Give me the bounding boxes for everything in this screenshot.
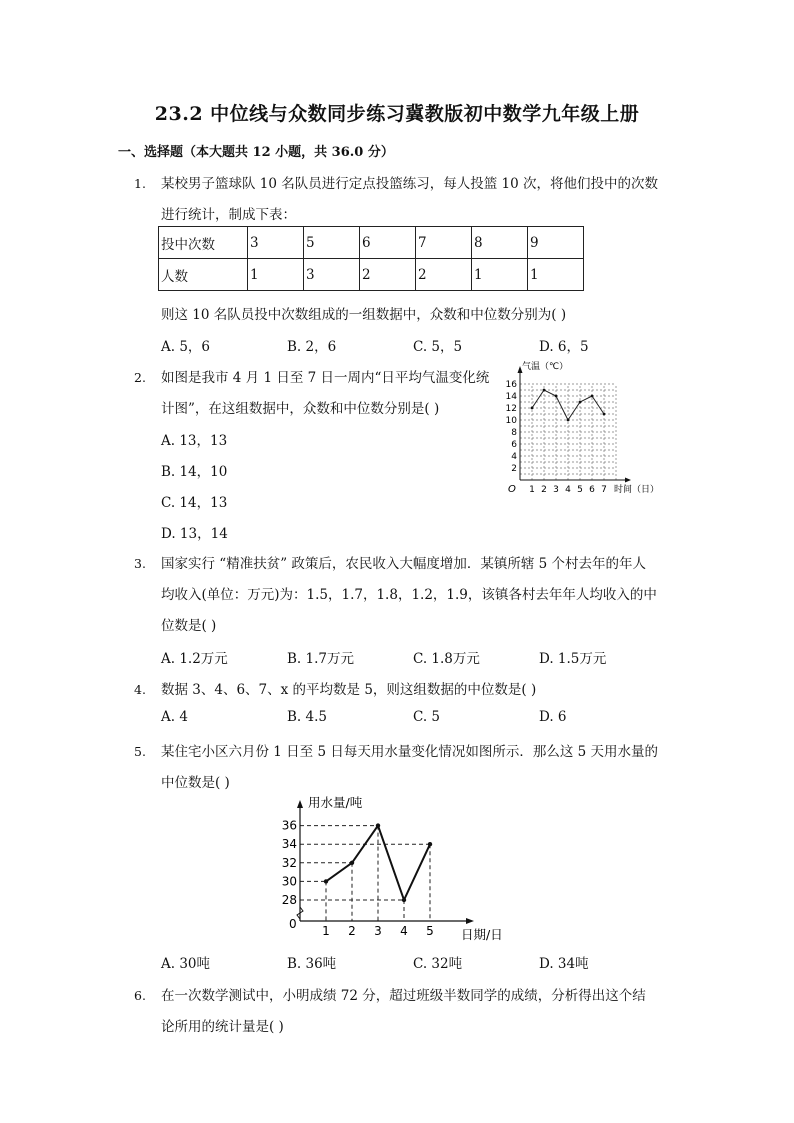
data-point — [591, 395, 594, 398]
y-tick-label: 10 — [505, 416, 517, 426]
x-axis-arrow — [466, 918, 474, 924]
x-axis-label: 时间（日） — [614, 485, 660, 495]
table-cell: 9 — [528, 227, 584, 259]
option-b[interactable]: B. 36吨 — [287, 956, 337, 972]
table-row — [159, 259, 584, 291]
question-text: 则这 10 名队员投中次数组成的一组数据中，众数和中位数分别为( ) — [161, 307, 567, 323]
question-text: 中位数是( ) — [161, 775, 230, 791]
x-tick-label: 3 — [374, 924, 382, 938]
question-number: 6. — [134, 988, 146, 1003]
question-number: 3. — [134, 556, 146, 571]
question-text: 位数是( ) — [161, 618, 217, 634]
y-tick-label: 6 — [511, 440, 517, 450]
data-point — [428, 842, 432, 846]
data-point — [579, 401, 582, 404]
y-tick-label: 30 — [281, 874, 297, 889]
y-axis-arrow — [297, 800, 303, 808]
x-tick-label: 7 — [601, 485, 607, 495]
x-tick-label: 5 — [577, 485, 583, 495]
option-b[interactable]: B. 1.7万元 — [287, 651, 354, 667]
y-tick-label: 16 — [505, 380, 517, 390]
option-b[interactable]: B. 4.5 — [287, 709, 327, 725]
option-c[interactable]: C. 32吨 — [413, 956, 463, 972]
y-tick-label: 36 — [281, 818, 297, 833]
x-tick-label: 5 — [426, 924, 434, 938]
question-number: 5. — [134, 744, 146, 759]
question-text: 论所用的统计量是( ) — [161, 1019, 284, 1035]
question-text: 计图”，在这组数据中，众数和中位数分别是( ) — [161, 401, 440, 417]
question-text: 在一次数学测试中，小明成绩 72 分，超过班级半数同学的成绩，分析得出这个结 — [161, 988, 646, 1004]
table-cell: 1 — [472, 259, 528, 291]
x-tick-label: 4 — [565, 485, 571, 495]
y-tick-label: 34 — [281, 837, 297, 852]
question-number: 1. — [134, 176, 146, 191]
table-cell: 6 — [360, 227, 416, 259]
x-tick-label: 2 — [541, 485, 547, 495]
question-text: 数据 3、4、6、7、x 的平均数是 5，则这组数据的中位数是( ) — [161, 682, 537, 698]
table-cell: 人数 — [159, 259, 248, 291]
x-tick-label: 4 — [400, 924, 408, 938]
y-axis-label: 用水量/吨 — [308, 795, 363, 810]
y-axis-label: 气温（℃） — [522, 362, 569, 372]
table-cell: 2 — [416, 259, 472, 291]
data-point — [402, 898, 406, 902]
question-text: 国家实行 “精准扶贫” 政策后，农民收入大幅度增加．某镇所辖 5 个村去年的年人 — [161, 556, 647, 572]
y-tick-label: 4 — [511, 452, 517, 462]
table-cell: 7 — [416, 227, 472, 259]
option-d[interactable]: D. 34吨 — [539, 956, 589, 972]
x-tick-label: 6 — [589, 485, 595, 495]
data-point — [567, 419, 570, 422]
data-point — [350, 861, 354, 865]
x-tick-label: 1 — [529, 485, 535, 495]
table-cell: 投中次数 — [159, 227, 248, 259]
x-axis-arrow — [625, 478, 631, 483]
y-tick-label: 28 — [281, 893, 297, 907]
question-text: 进行统计，制成下表： — [161, 207, 296, 223]
data-point — [324, 879, 328, 883]
y-tick-label: 32 — [281, 855, 297, 870]
water-usage-line-chart — [275, 793, 525, 948]
table-cell: 3 — [304, 259, 360, 291]
data-table — [158, 226, 584, 291]
y-tick-label: 12 — [505, 404, 517, 414]
option-c[interactable]: C. 14，13 — [161, 495, 228, 511]
table-cell: 1 — [528, 259, 584, 291]
y-tick-label: 14 — [505, 392, 517, 402]
table-row — [159, 227, 584, 259]
page-title: 23.2 中位线与众数同步练习冀教版初中数学九年级上册 — [154, 103, 640, 125]
question-text: 某住宅小区六月份 1 日至 5 日每天用水量变化情况如图所示．那么这 5 天用水量的 — [161, 744, 659, 760]
question-number: 2. — [134, 370, 146, 385]
option-a[interactable]: A. 4 — [161, 709, 188, 725]
option-a[interactable]: A. 5，6 — [161, 339, 211, 355]
option-a[interactable]: A. 1.2万元 — [161, 651, 228, 667]
question-number: 4. — [134, 682, 146, 697]
option-d[interactable]: D. 13，14 — [161, 526, 228, 542]
origin-label: 0 — [289, 917, 297, 931]
option-b[interactable]: B. 2，6 — [287, 339, 337, 355]
temperature-line-chart — [500, 355, 670, 500]
question-text: 均收入(单位：万元)为：1.5，1.7，1.8，1.2，1.9，该镇各村去年年人均收入的中 — [161, 587, 657, 603]
y-tick-label: 2 — [511, 464, 517, 474]
option-d[interactable]: D. 6 — [539, 709, 567, 725]
y-tick-label: 8 — [511, 428, 517, 438]
table-cell: 2 — [360, 259, 416, 291]
table-cell: 8 — [472, 227, 528, 259]
data-point — [376, 823, 380, 827]
option-a[interactable]: A. 30吨 — [161, 956, 211, 972]
data-point — [603, 413, 606, 416]
option-c[interactable]: C. 5，5 — [413, 339, 463, 355]
data-point — [555, 395, 558, 398]
question-text: 如图是我市 4 月 1 日至 7 日一周内“日平均气温变化统 — [161, 370, 490, 386]
option-d[interactable]: D. 6，5 — [539, 339, 589, 355]
table-cell: 3 — [248, 227, 304, 259]
x-tick-label: 1 — [322, 924, 330, 938]
option-c[interactable]: C. 1.8万元 — [413, 651, 480, 667]
data-point — [531, 407, 534, 410]
table-cell: 5 — [304, 227, 360, 259]
option-c[interactable]: C. 5 — [413, 709, 441, 725]
x-tick-label: 3 — [553, 485, 559, 495]
section-heading: 一、选择题（本大题共 12 小题，共 36.0 分） — [118, 145, 394, 160]
option-a[interactable]: A. 13，13 — [161, 433, 228, 449]
x-tick-label: 2 — [348, 924, 356, 938]
data-point — [543, 389, 546, 392]
option-b[interactable]: B. 14，10 — [161, 464, 228, 480]
x-axis-label: 日期/日 — [461, 927, 503, 942]
table-cell: 1 — [248, 259, 304, 291]
question-text: 某校男子篮球队 10 名队员进行定点投篮练习，每人投篮 10 次，将他们投中的次数 — [161, 176, 659, 192]
option-d[interactable]: D. 1.5万元 — [539, 651, 607, 667]
origin-label: O — [508, 484, 516, 495]
